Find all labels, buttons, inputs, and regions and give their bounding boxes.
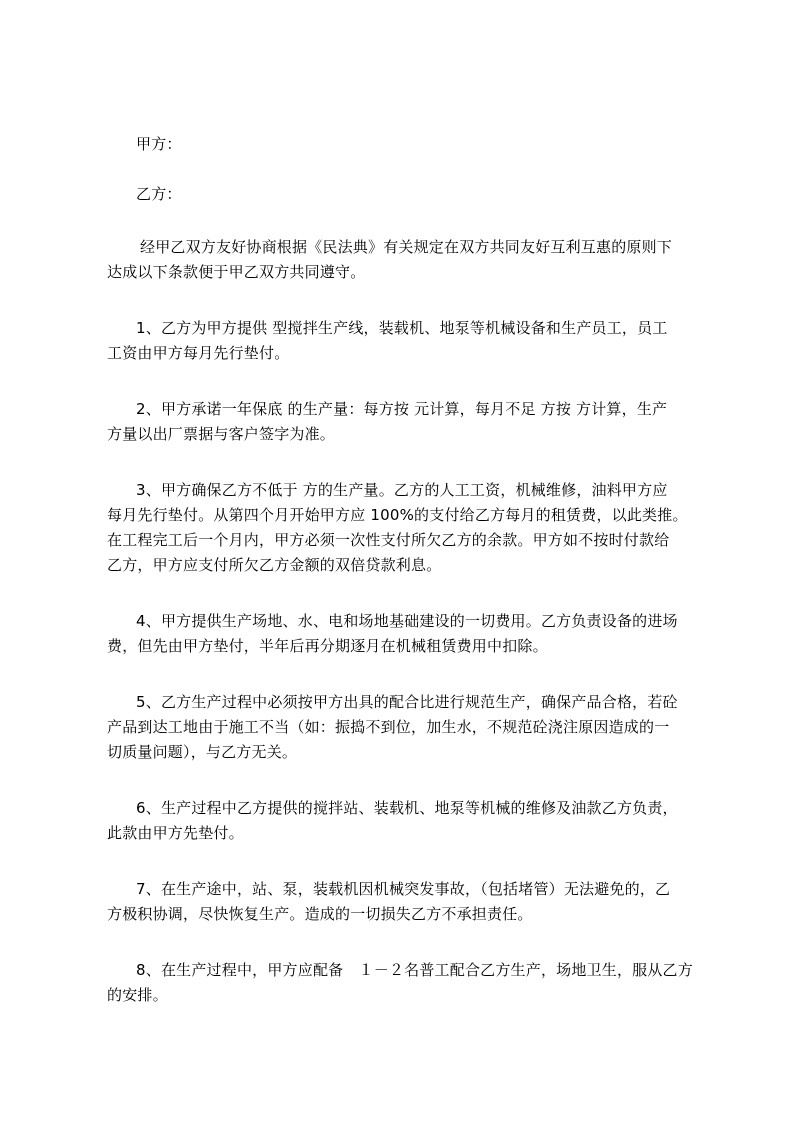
clause-3-line-3: 在工程完工后一个月内，甲方必须一次性支付所欠乙方的余款。甲方如不按时付款给: [107, 531, 670, 549]
clause-6-line-2: 此款由甲方先垫付。: [107, 824, 244, 842]
clause-3-line-4: 乙方，甲方应支付所欠乙方金额的双倍贷款利息。: [107, 556, 442, 574]
clause-5-line-2: 产品到达工地由于施工不当（如：振捣不到位，加生水，不规范砼浇注原因造成的一: [107, 718, 670, 736]
clause-1-line-2: 工资由甲方每月先行垫付。: [107, 344, 290, 362]
clause-5-line-3: 切质量问题），与乙方无关。: [107, 743, 298, 761]
party-a-label: 甲方：: [136, 135, 182, 153]
intro-line-2: 达成以下条款便于甲乙双方共同遵守。: [107, 263, 366, 281]
party-b-label: 乙方：: [136, 185, 182, 203]
clause-4-line-2: 费，但先由甲方垫付，半年后再分期逐月在机械租赁费用中扣除。: [107, 637, 548, 655]
clause-3-line-1: 3、甲方确保乙方不低于 方的生产量。乙方的人工工资，机械维修，油料甲方应: [136, 481, 668, 499]
intro-line-1: 经甲乙双方友好协商根据《民法典》有关规定在双方共同友好互利互惠的原则下: [140, 238, 673, 256]
clause-8-line-2: 的安排。: [107, 986, 168, 1004]
clause-5-line-1: 5、乙方生产过程中必须按甲方出具的配合比进行规范生产，确保产品合格，若砼: [136, 693, 678, 711]
clause-7-line-1: 7、在生产途中，站、泵，装载机因机械突发事故，（包括堵管）无法避免的，乙: [136, 880, 671, 898]
clause-1-line-1: 1、乙方为甲方提供 型搅拌生产线，装载机、地泵等机械设备和生产员工，员工: [136, 319, 668, 337]
clause-8-line-1: 8、在生产过程中，甲方应配备 １－２名普工配合乙方生产，场地卫生，服从乙方: [136, 961, 693, 979]
clause-2-line-2: 方量以出厂票据与客户签字为准。: [107, 425, 336, 443]
clause-2-line-1: 2、甲方承诺一年保底 的生产量：每方按 元计算，每月不足 方按 方计算，生产: [136, 400, 668, 418]
clause-3-line-2: 每月先行垫付。从第四个月开始甲方应 100%的支付给乙方每月的租赁费，以此类推。: [107, 506, 688, 524]
clause-6-line-1: 6、生产过程中乙方提供的搅拌站、装载机、地泵等机械的维修及油款乙方负责，: [136, 799, 678, 817]
clause-7-line-2: 方极积协调，尽快恢复生产。造成的一切损失乙方不承担责任。: [107, 905, 533, 923]
clause-4-line-1: 4、甲方提供生产场地、水、电和场地基础建设的一切费用。乙方负责设备的进场: [136, 612, 678, 630]
